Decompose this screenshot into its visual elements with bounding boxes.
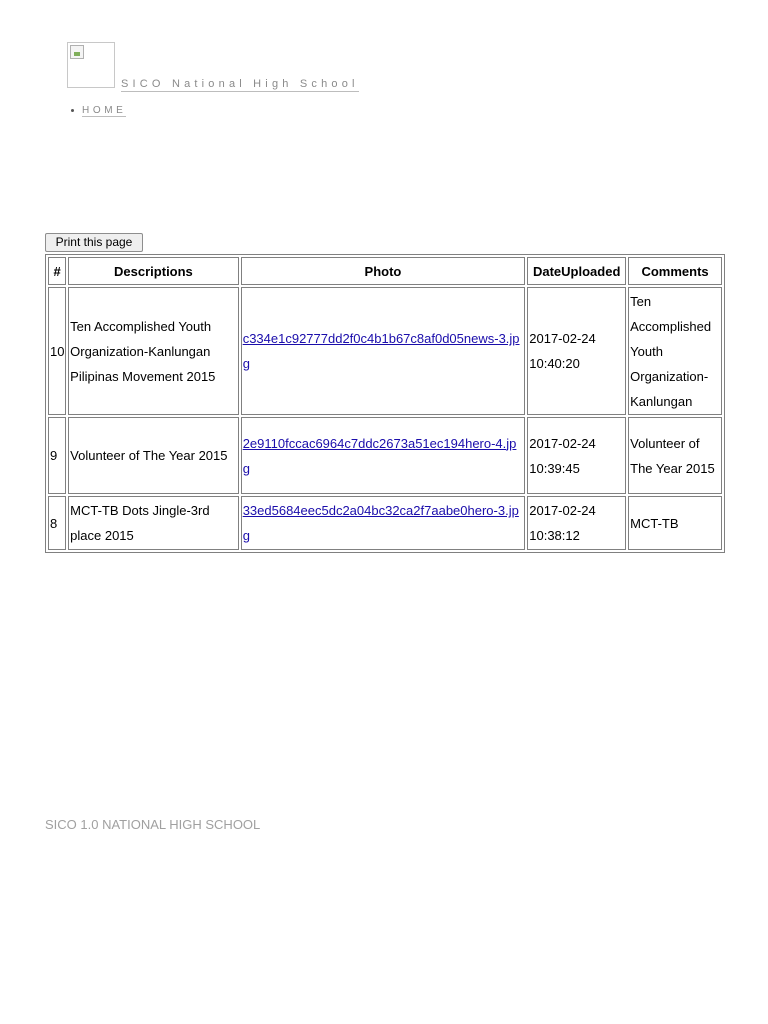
row-date: 2017-02-24 10:39:45 bbox=[527, 417, 626, 494]
photo-link[interactable]: 2e9110fccac6964c7ddc2673a51ec194hero-4.jpg bbox=[242, 435, 517, 476]
row-number: 8 bbox=[48, 496, 66, 550]
column-header-descriptions: Descriptions bbox=[68, 257, 239, 285]
main-nav bbox=[71, 104, 126, 118]
table-row bbox=[48, 287, 722, 415]
table-row bbox=[48, 496, 722, 550]
print-button[interactable]: Print this page bbox=[45, 233, 143, 252]
row-comments: Ten Accomplished Youth Organization-Kanlungan bbox=[628, 287, 722, 415]
table-header-row bbox=[48, 257, 722, 285]
broken-image-icon bbox=[70, 45, 84, 59]
row-number: 9 bbox=[48, 417, 66, 494]
row-photo-cell bbox=[241, 496, 526, 550]
column-header-comments: Comments bbox=[628, 257, 722, 285]
row-photo-cell bbox=[241, 417, 526, 494]
nav-item-home bbox=[71, 104, 126, 118]
column-header-photo: Photo bbox=[241, 257, 526, 285]
row-description: MCT-TB Dots Jingle-3rd place 2015 bbox=[68, 496, 239, 550]
column-header-date-uploaded: DateUploaded bbox=[527, 257, 626, 285]
row-description: Volunteer of The Year 2015 bbox=[68, 417, 239, 494]
nav-link-home[interactable]: HOME bbox=[82, 105, 127, 116]
row-comments: MCT-TB bbox=[628, 496, 722, 550]
row-date: 2017-02-24 10:40:20 bbox=[527, 287, 626, 415]
site-title-link[interactable]: SICO National High School bbox=[121, 78, 359, 90]
column-header-number: # bbox=[48, 257, 66, 285]
footer-text: SICO 1.0 NATIONAL HIGH SCHOOL bbox=[45, 817, 261, 832]
table-row bbox=[48, 417, 722, 494]
photo-link[interactable]: 33ed5684eec5dc2a04bc32ca2f7aabe0hero-3.jpg bbox=[242, 503, 519, 543]
row-photo-cell bbox=[241, 287, 526, 415]
row-comments: Volunteer of The Year 2015 bbox=[628, 417, 722, 494]
row-date: 2017-02-24 10:38:12 bbox=[527, 496, 626, 550]
bullet-icon bbox=[71, 109, 74, 112]
row-number: 10 bbox=[48, 287, 66, 415]
uploads-table bbox=[45, 254, 725, 553]
row-description: Ten Accomplished Youth Organization-Kanlungan Pilipinas Movement 2015 bbox=[68, 287, 239, 415]
site-logo-image[interactable] bbox=[67, 42, 115, 88]
photo-link[interactable]: c334e1c92777dd2f0c4b1b67c8af0d05news-3.jpg bbox=[242, 331, 520, 371]
